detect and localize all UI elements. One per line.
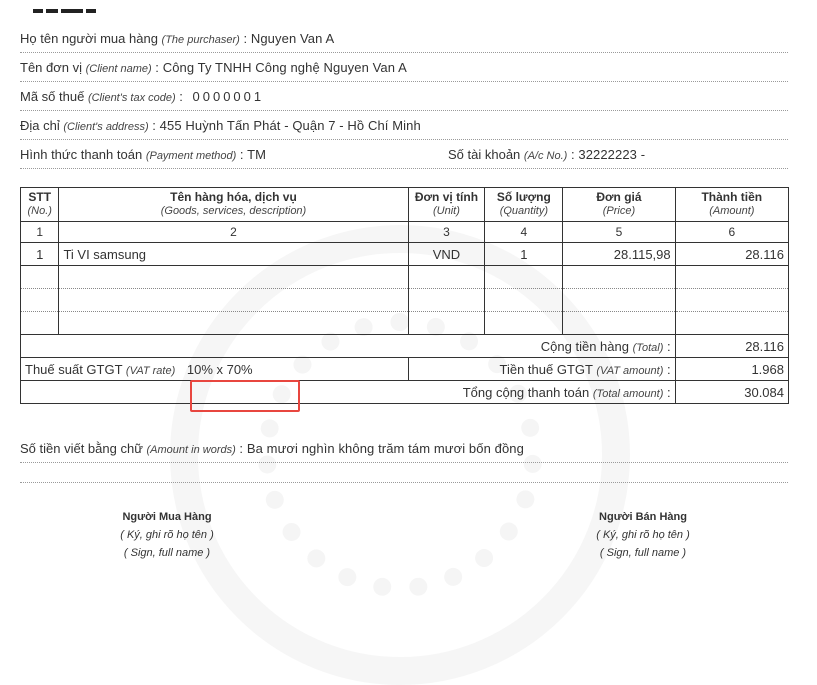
grand-total-label: Tổng cộng thanh toán: [462, 384, 590, 400]
vat-amount-label-en: (VAT amount): [596, 364, 664, 377]
subtotal-label-cell: Cộng tiền hàng (Total) :: [21, 335, 676, 358]
blank-dotted-line: [20, 482, 788, 483]
table-empty-row: [21, 312, 789, 335]
table-empty-row: [21, 289, 789, 312]
purchaser-label-en: (The purchaser): [161, 34, 240, 46]
index-cell: 2: [59, 222, 408, 243]
buyer-signature-title: Người Mua Hàng: [122, 511, 212, 523]
purchaser-label: Họ tên người mua hàng: [20, 31, 158, 46]
item-no: 1: [21, 243, 59, 266]
index-cell: 4: [485, 222, 563, 243]
payment-label-en: (Payment method): [145, 150, 237, 162]
amount-words-label: Số tiền viết bằng chữ: [20, 441, 143, 456]
item-name: Ti VI samsung: [59, 243, 408, 266]
amount-in-words-row: [20, 440, 788, 463]
item-unit: VND: [408, 243, 485, 266]
address-label: Địa chỉ: [20, 118, 60, 133]
header-quantity: Số lượng (Quantity): [485, 188, 563, 222]
header-amount: Thành tiền (Amount): [675, 188, 788, 222]
index-cell: 3: [408, 222, 485, 243]
table-index-row: [21, 222, 789, 243]
address-value: : 455 Huỳnh Tấn Phát - Quận 7 - Hồ Chí Minh: [152, 118, 421, 133]
tax-code-value: : 0000001: [179, 89, 265, 104]
purchaser-value: : Nguyen Van A: [243, 31, 335, 46]
tax-code-label: Mã số thuế: [20, 89, 85, 104]
seller-signature-note: ( Ký, ghi rõ họ tên ): [596, 529, 690, 541]
seller-signature-block: [543, 508, 743, 562]
account-label: Số tài khoản: [448, 147, 521, 162]
seller-signature-note-en: ( Sign, full name ): [599, 547, 687, 559]
vat-rate-highlight-box: [190, 380, 300, 412]
item-qty: 1: [485, 243, 563, 266]
buyer-signature-note: ( Ký, ghi rõ họ tên ): [120, 529, 214, 541]
table-header-row: [21, 188, 789, 222]
grand-total-label-cell: Tổng cộng thanh toán (Total amount) :: [21, 381, 676, 404]
subtotal-label: Cộng tiền hàng: [540, 338, 629, 354]
subtotal-row: [21, 335, 789, 358]
table-empty-row: [21, 266, 789, 289]
payment-row: [20, 146, 788, 169]
vat-amount-label-cell: Tiền thuế GTGT (VAT amount) :: [408, 358, 675, 381]
address-label-en: (Client's address): [63, 121, 149, 133]
grand-total-row: [21, 381, 789, 404]
item-price: 28.115,98: [563, 243, 675, 266]
address-row: [20, 117, 788, 140]
payment-label: Hình thức thanh toán: [20, 147, 143, 162]
tax-code-row: [20, 88, 788, 111]
vat-row: [21, 358, 789, 381]
client-name-label: Tên đơn vị: [20, 60, 82, 75]
amount-words-label-en: (Amount in words): [146, 444, 236, 456]
invoice-items-table: [20, 187, 789, 404]
vat-rate-label-en: (VAT rate): [125, 364, 176, 377]
purchaser-row: [20, 30, 788, 53]
header-description: Tên hàng hóa, dịch vụ (Goods, services, description): [59, 188, 408, 222]
payment-value: : TM: [239, 147, 267, 162]
index-cell: 5: [563, 222, 675, 243]
buyer-signature-note-en: ( Sign, full name ): [123, 547, 211, 559]
vat-amount-label: Tiền thuế GTGT: [499, 361, 593, 377]
client-name-label-en: (Client name): [85, 63, 152, 75]
buyer-signature-block: [67, 508, 267, 562]
seller-signature-title: Người Bán Hàng: [599, 511, 687, 523]
account-value: : 32222223 -: [570, 147, 646, 162]
vat-amount-value: 1.968: [675, 358, 788, 381]
header-price: Đơn giá (Price): [563, 188, 675, 222]
index-cell: 1: [21, 222, 59, 243]
subtotal-value: 28.116: [675, 335, 788, 358]
header-no: STT (No.): [21, 188, 59, 222]
item-amount: 28.116: [675, 243, 788, 266]
vat-rate-cell: [21, 358, 409, 381]
tax-code-label-en: (Client's tax code): [87, 92, 176, 104]
table-row: [21, 243, 789, 266]
client-name-value: : Công Ty TNHH Công nghệ Nguyen Van A: [155, 60, 407, 75]
grand-total-label-en: (Total amount): [592, 387, 664, 400]
vat-rate-value: 10% x 70%: [186, 361, 253, 377]
index-cell: 6: [675, 222, 788, 243]
subtotal-label-en: (Total): [632, 341, 664, 354]
grand-total-value: 30.084: [675, 381, 788, 404]
account-group: [448, 146, 645, 165]
header-unit: Đơn vị tính (Unit): [408, 188, 485, 222]
amount-words-value: : Ba mươi nghìn không trăm tám mươi bốn đồng: [239, 441, 524, 456]
header-logo-fragment: [33, 0, 113, 4]
account-label-en: (A/c No.): [523, 150, 568, 162]
vat-rate-label: Thuế suất GTGT: [25, 361, 123, 377]
client-name-row: [20, 59, 788, 82]
